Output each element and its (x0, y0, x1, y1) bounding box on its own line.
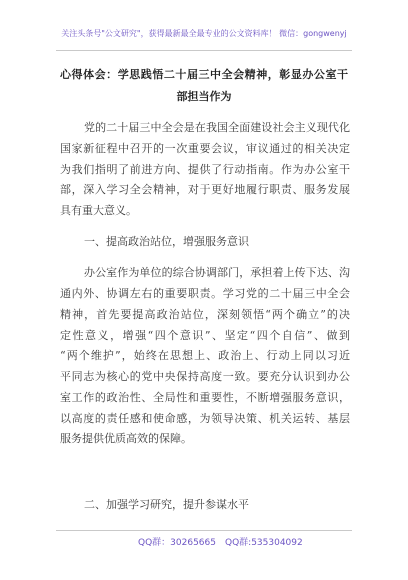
paragraph-line: 以高度的责任感和使命感，为领导决策、机关运转、基层 (60, 412, 350, 425)
footer-rule (56, 530, 352, 531)
paragraph-line: 具有重大意义。 (60, 204, 137, 217)
paragraph-line: 办公室作为单位的综合协调部门，承担着上传下达、沟 (84, 266, 350, 279)
section-heading-2: 二、加强学习研究，提升参谋水平 (84, 498, 249, 511)
paragraph-line: “两个维护”，始终在思想上、政治上、行动上同以习近 (60, 349, 350, 362)
paragraph-line: 通内外、协调左右的重要职责。学习党的二十届三中全会 (60, 287, 350, 300)
paragraph-line: 为我们指明了前进方向、提供了行动指南。作为办公室干 (60, 163, 350, 176)
page-header-note: 关注头条号"公文研究"，获得最新最全最专业的公文资料库！ 微信：gongwenyj (61, 29, 347, 38)
paragraph-line: 国家新征程中召开的一次重要会议，审议通过的相关决定 (60, 142, 350, 155)
paragraph-line: 精神，首先要提高政治站位，深刻领悟“两个确立”的决 (60, 308, 350, 321)
paragraph-line: 部，深入学习全会精神，对于更好地履行职责、服务发展 (60, 183, 350, 196)
page-footer (0, 537, 408, 549)
header-rule (56, 50, 352, 51)
paragraph-line: 平同志为核心的党中央保持高度一致。要充分认识到办公 (60, 370, 350, 383)
footer-qq-group-1: QQ群：30265665 (138, 538, 216, 548)
paragraph-line: 服务提供优质高效的保障。 (60, 432, 192, 445)
paragraph-line: 室工作的政治性、全局性和重要性，不断增强服务意识， (60, 391, 350, 404)
title-line: 心得体会：学思践悟二十届三中全会精神，彰显办公室干 (60, 68, 348, 81)
title-line: 部担当作为 (176, 90, 232, 103)
footer-qq-group-2: QQ群:535304092 (225, 538, 303, 548)
paragraph-line: 定性意义，增强“四个意识”、坚定“四个自信”、做到 (60, 329, 350, 342)
paragraph-line: 党的二十届三中全会是在我国全面建设社会主义现代化 (84, 121, 350, 134)
section-heading-1: 一、提高政治站位，增强服务意识 (84, 235, 249, 248)
